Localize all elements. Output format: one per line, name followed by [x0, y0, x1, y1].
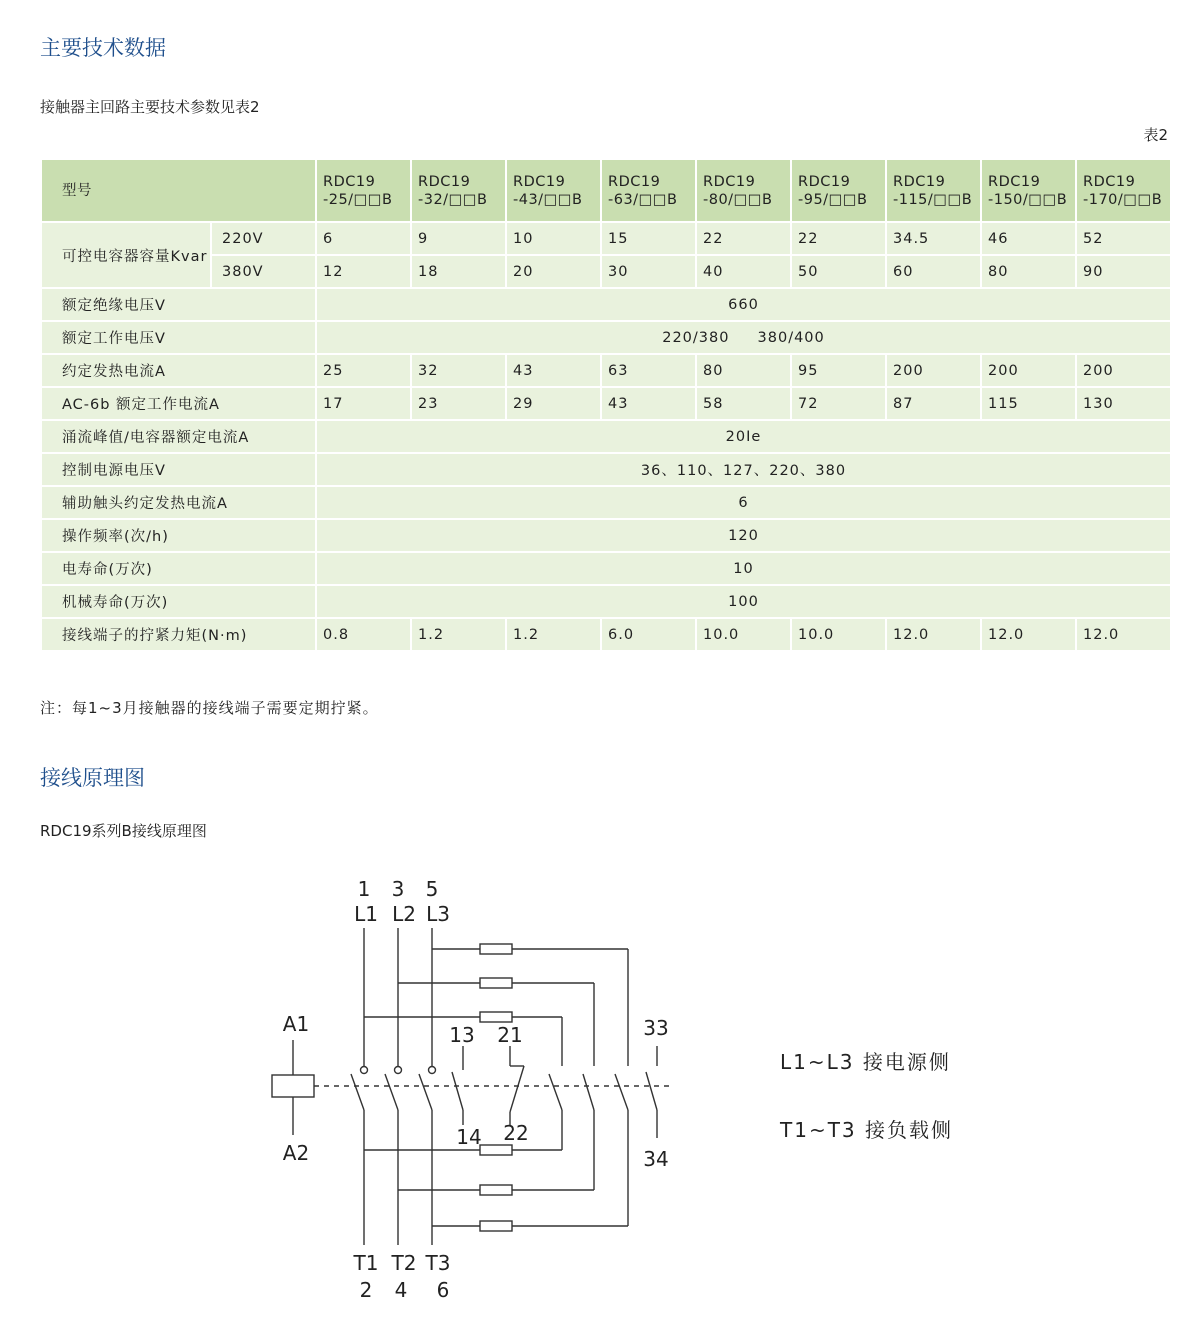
table-cell: 12.0 [1076, 618, 1171, 651]
coil-label-bottom: A2 [282, 1141, 310, 1165]
table-cell: 30 [601, 255, 696, 288]
row-label: 接线端子的拧紧力矩(N·m) [41, 618, 316, 651]
table-row [41, 519, 1171, 552]
row-label: 辅助触头约定发热电流A [41, 486, 316, 519]
row-label: 额定工作电压V [41, 321, 316, 354]
table-cell: 10.0 [696, 618, 791, 651]
terminal-number: 1 [357, 877, 371, 901]
table-cell: 10 [316, 552, 1171, 585]
terminal-number: 6 [436, 1278, 450, 1302]
row-label: 额定绝缘电压V [41, 288, 316, 321]
terminal-label: L3 [426, 902, 450, 926]
table-row [41, 486, 1171, 519]
table-intro: 接触器主回路主要技术参数见表2 [40, 98, 260, 116]
terminal-number: 2 [359, 1278, 373, 1302]
aux-label: 21 [497, 1023, 523, 1047]
row-label: 涌流峰值/电容器额定电流A [41, 420, 316, 453]
terminal-label: T3 [425, 1251, 451, 1275]
table-cell: 9 [411, 222, 506, 255]
table-cell: 50 [791, 255, 886, 288]
header-model-label: 型号 [41, 159, 316, 222]
table-row [41, 420, 1171, 453]
wiring-diagram [240, 870, 700, 1310]
table-cell: 46 [981, 222, 1076, 255]
header-model: RDC19 -115/□□B [886, 159, 981, 222]
row-label: 操作频率(次/h) [41, 519, 316, 552]
terminal-number: 4 [394, 1278, 408, 1302]
table-cell: 6 [316, 222, 411, 255]
table-cell: 200 [1076, 354, 1171, 387]
table-cell: 15 [601, 222, 696, 255]
table-cell: 60 [886, 255, 981, 288]
table-cell: 10.0 [791, 618, 886, 651]
row-label: AC-6b 额定工作电流A [41, 387, 316, 420]
table-cell: 10 [506, 222, 601, 255]
row-sublabel: 220V [211, 222, 316, 255]
row-label: 约定发热电流A [41, 354, 316, 387]
table-cell: 1.2 [506, 618, 601, 651]
table-cell: 80 [696, 354, 791, 387]
table-row [41, 354, 1171, 387]
table-cell: 22 [696, 222, 791, 255]
diagram-subtitle: RDC19系列B接线原理图 [40, 822, 207, 840]
aux-label: 33 [643, 1016, 669, 1040]
table-cell: 660 [316, 288, 1171, 321]
table-row [41, 288, 1171, 321]
table-row [41, 222, 1171, 255]
table-cell: 36、110、127、220、380 [316, 453, 1171, 486]
table-cell: 90 [1076, 255, 1171, 288]
header-model: RDC19 -95/□□B [791, 159, 886, 222]
table-row [41, 618, 1171, 651]
table-cell: 120 [316, 519, 1171, 552]
row-sublabel: 380V [211, 255, 316, 288]
table-cell: 12 [316, 255, 411, 288]
table-cell: 1.2 [411, 618, 506, 651]
table-cell: 87 [886, 387, 981, 420]
header-model: RDC19 -43/□□B [506, 159, 601, 222]
table-row [41, 453, 1171, 486]
spec-table [40, 158, 1172, 652]
header-model: RDC19 -32/□□B [411, 159, 506, 222]
table-cell: 43 [506, 354, 601, 387]
table-cell: 18 [411, 255, 506, 288]
table-cell: 12.0 [981, 618, 1076, 651]
aux-label: 14 [456, 1125, 482, 1149]
footnote: 注：每1~3月接触器的接线端子需要定期拧紧。 [40, 699, 379, 717]
table-cell: 17 [316, 387, 411, 420]
header-model: RDC19 -80/□□B [696, 159, 791, 222]
header-model: RDC19 -150/□□B [981, 159, 1076, 222]
table-cell: 23 [411, 387, 506, 420]
table-cell: 40 [696, 255, 791, 288]
table-cell: 100 [316, 585, 1171, 618]
table-row [41, 552, 1171, 585]
table-cell: 115 [981, 387, 1076, 420]
row-label: 电寿命(万次) [41, 552, 316, 585]
table-cell: 200 [886, 354, 981, 387]
table-cell: 58 [696, 387, 791, 420]
coil-label-top: A1 [282, 1012, 310, 1036]
table-label: 表2 [1143, 126, 1168, 144]
table-cell: 6 [316, 486, 1171, 519]
table-cell: 32 [411, 354, 506, 387]
terminal-number: 5 [425, 877, 439, 901]
table-cell: 80 [981, 255, 1076, 288]
section-title-wiring: 接线原理图 [40, 766, 145, 790]
section-title-tech-data: 主要技术数据 [40, 36, 166, 60]
table-cell: 63 [601, 354, 696, 387]
line-side-note: L1~L3 接电源侧 [780, 1050, 951, 1074]
terminal-label: L2 [392, 902, 416, 926]
row-label: 控制电源电压V [41, 453, 316, 486]
table-cell: 95 [791, 354, 886, 387]
table-cell: 220/380 380/400 [316, 321, 1171, 354]
row-label: 机械寿命(万次) [41, 585, 316, 618]
table-cell: 20 [506, 255, 601, 288]
table-row [41, 255, 1171, 288]
table-cell: 6.0 [601, 618, 696, 651]
table-cell: 29 [506, 387, 601, 420]
header-model: RDC19 -25/□□B [316, 159, 411, 222]
table-cell: 20Ie [316, 420, 1171, 453]
table-row [41, 585, 1171, 618]
table-cell: 130 [1076, 387, 1171, 420]
table-header-row [41, 159, 1171, 222]
table-cell: 12.0 [886, 618, 981, 651]
load-side-note: T1~T3 接负载侧 [780, 1118, 953, 1142]
table-cell: 0.8 [316, 618, 411, 651]
table-cell: 34.5 [886, 222, 981, 255]
terminal-number: 3 [391, 877, 405, 901]
table-row [41, 321, 1171, 354]
table-cell: 72 [791, 387, 886, 420]
header-model: RDC19 -63/□□B [601, 159, 696, 222]
terminal-label: L1 [354, 902, 378, 926]
table-cell: 22 [791, 222, 886, 255]
row-label-capacitor: 可控电容器容量Kvar [41, 222, 211, 288]
terminal-label: T1 [353, 1251, 379, 1275]
terminal-label: T2 [391, 1251, 417, 1275]
aux-label: 34 [643, 1147, 669, 1171]
aux-label: 22 [503, 1121, 529, 1145]
table-cell: 200 [981, 354, 1076, 387]
header-model: RDC19 -170/□□B [1076, 159, 1171, 222]
table-cell: 52 [1076, 222, 1171, 255]
table-cell: 43 [601, 387, 696, 420]
table-row [41, 387, 1171, 420]
aux-label: 13 [449, 1023, 475, 1047]
table-cell: 25 [316, 354, 411, 387]
